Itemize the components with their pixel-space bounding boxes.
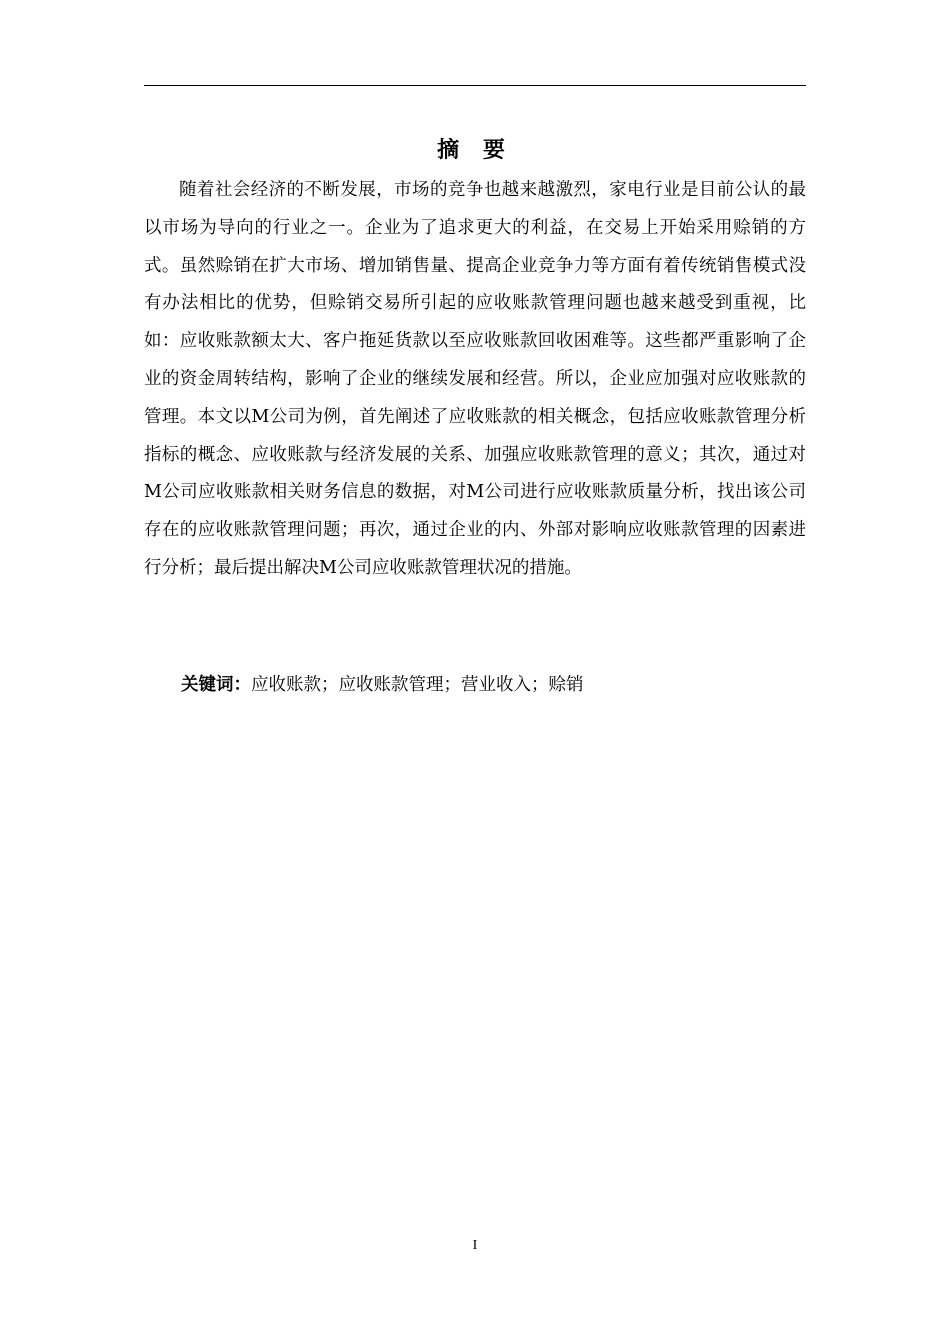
abstract-body: 随着社会经济的不断发展，市场的竞争也越来越激烈，家电行业是目前公认的最以市场为导向的行业之一。企业为了追求更大的利益，在交易上开始采用赊销的方式。虽然赊销在扩大市场、增加销售量、提高企业竞争力等方面有着传统销售模式没有办法相比的优势，但赊销交易所引起的应收账款管理问题也越来越受到重视，比如：应收账款额太大、客户拖延货款以至应收账款回收困难等。这些都严重影响了企业的资金周转结构，影响了企业的继续发展和经营。所以，企业应加强对应收账款的管理。本文以M公司为例，首先阐述了应收账款的相关概念，包括应收账款管理分析指标的概念、应收账款与经济发展的关系、加强应收账款管理的意义；其次，通过对M公司应收账款相关财务信息的数据，对M公司进行应收账款质量分析，找出该公司存在的应收账款管理问题；再次，通过企业的内、外部对影响应收账款管理的因素进行分析；最后提出解决M公司应收账款管理状况的措施。 — [144, 180, 806, 578]
abstract-title: 摘 要 — [437, 138, 513, 163]
keywords-line — [181, 667, 806, 705]
keywords-label: 关键词： — [181, 675, 251, 695]
page-number: I — [472, 1238, 478, 1253]
header-rule — [144, 85, 806, 86]
keywords-text: 应收账款；应收账款管理；营业收入；赊销 — [251, 675, 584, 695]
